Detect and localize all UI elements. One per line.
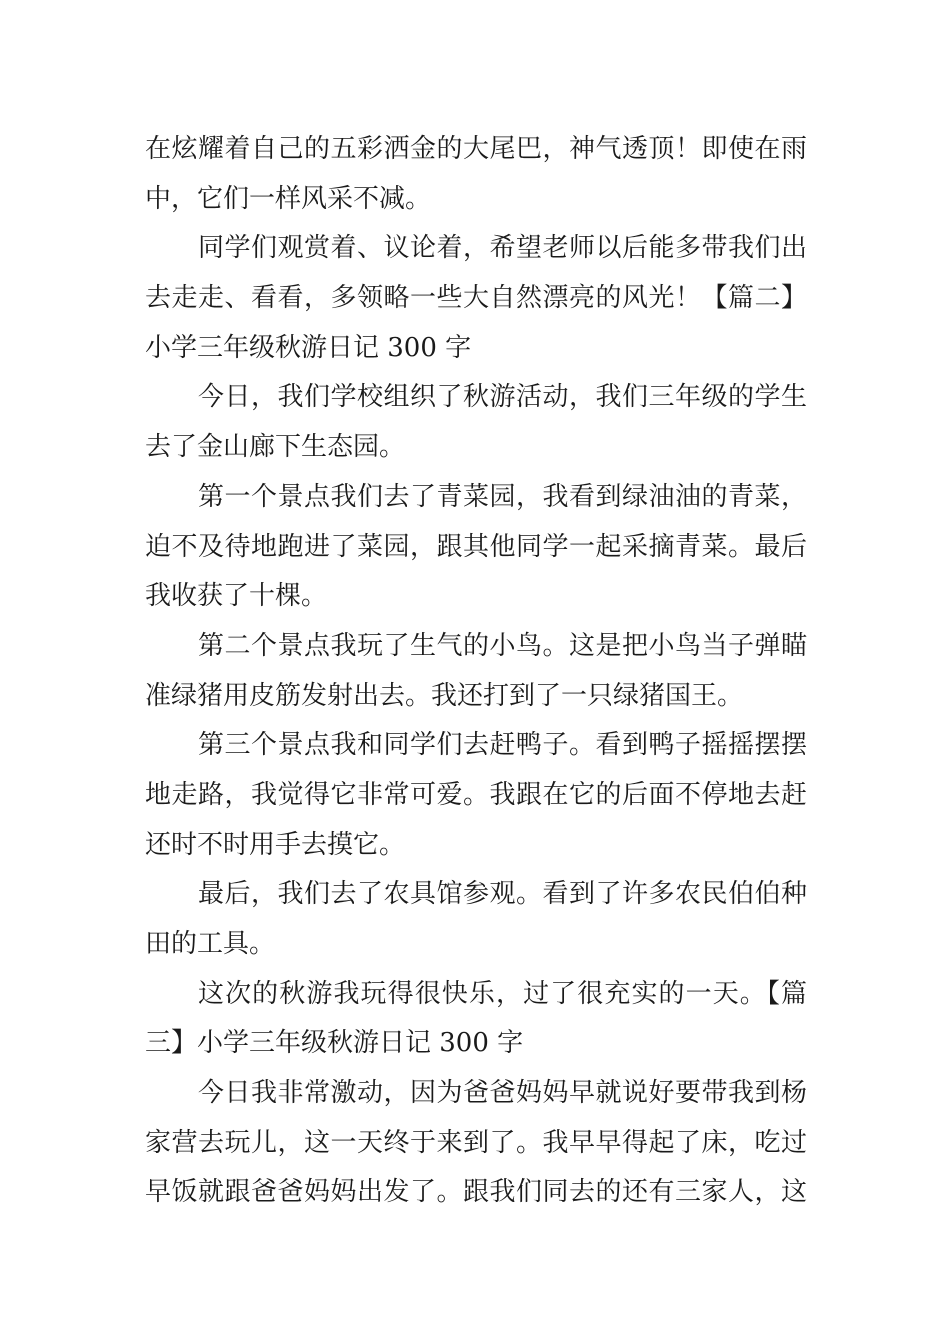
document-body	[145, 125, 807, 1218]
text-line: 今日，我们学校组织了秋游活动，我们三年级的学生	[198, 382, 807, 413]
text-line: 在炫耀着自己的五彩洒金的大尾巴，神气透顶！即使在雨	[145, 134, 807, 164]
text-line: 第三个景点我和同学们去赶鸭子。看到鸭子摇摇摆摆	[198, 730, 807, 761]
text-line: 田的工具。	[145, 929, 276, 959]
text-line: 准绿猪用皮筋发射出去。我还打到了一只绿猪国王。	[145, 680, 744, 711]
text-line: 三】小学三年级秋游日记 300 字	[145, 1028, 524, 1059]
text-line: 今日我非常激动，因为爸爸妈妈早就说好要带我到杨	[198, 1078, 807, 1109]
text-line: 最后，我们去了农具馆参观。看到了许多农民伯伯种	[198, 879, 807, 910]
text-line: 同学们观赏着、议论着，希望老师以后能多带我们出	[198, 233, 807, 264]
text-line: 地走路，我觉得它非常可爱。我跟在它的后面不停地去赶	[145, 779, 807, 810]
text-line: 这次的秋游我玩得很快乐，过了很充实的一天。【篇	[198, 978, 807, 1009]
text-line: 去走走、看看，多领略一些大自然漂亮的风光！【篇二】	[145, 283, 807, 314]
text-line: 去了金山廊下生态园。	[145, 432, 406, 463]
text-line: 迫不及待地跑进了菜园，跟其他同学一起采摘青菜。最后	[145, 531, 807, 562]
text-line: 家营去玩儿，这一天终于来到了。我早早得起了床，吃过	[145, 1127, 807, 1158]
text-line: 早饭就跟爸爸妈妈出发了。跟我们同去的还有三家人，这	[145, 1177, 807, 1208]
text-line: 小学三年级秋游日记 300 字	[145, 332, 472, 363]
text-line: 还时不时用手去摸它。	[145, 829, 406, 860]
text-line: 我收获了十棵。	[145, 581, 328, 612]
text-line: 第一个景点我们去了青菜园，我看到绿油油的青菜，	[198, 481, 807, 512]
text-line: 中，它们一样风采不减。	[145, 183, 432, 214]
text-line: 第二个景点我玩了生气的小鸟。这是把小鸟当子弹瞄	[198, 630, 807, 661]
